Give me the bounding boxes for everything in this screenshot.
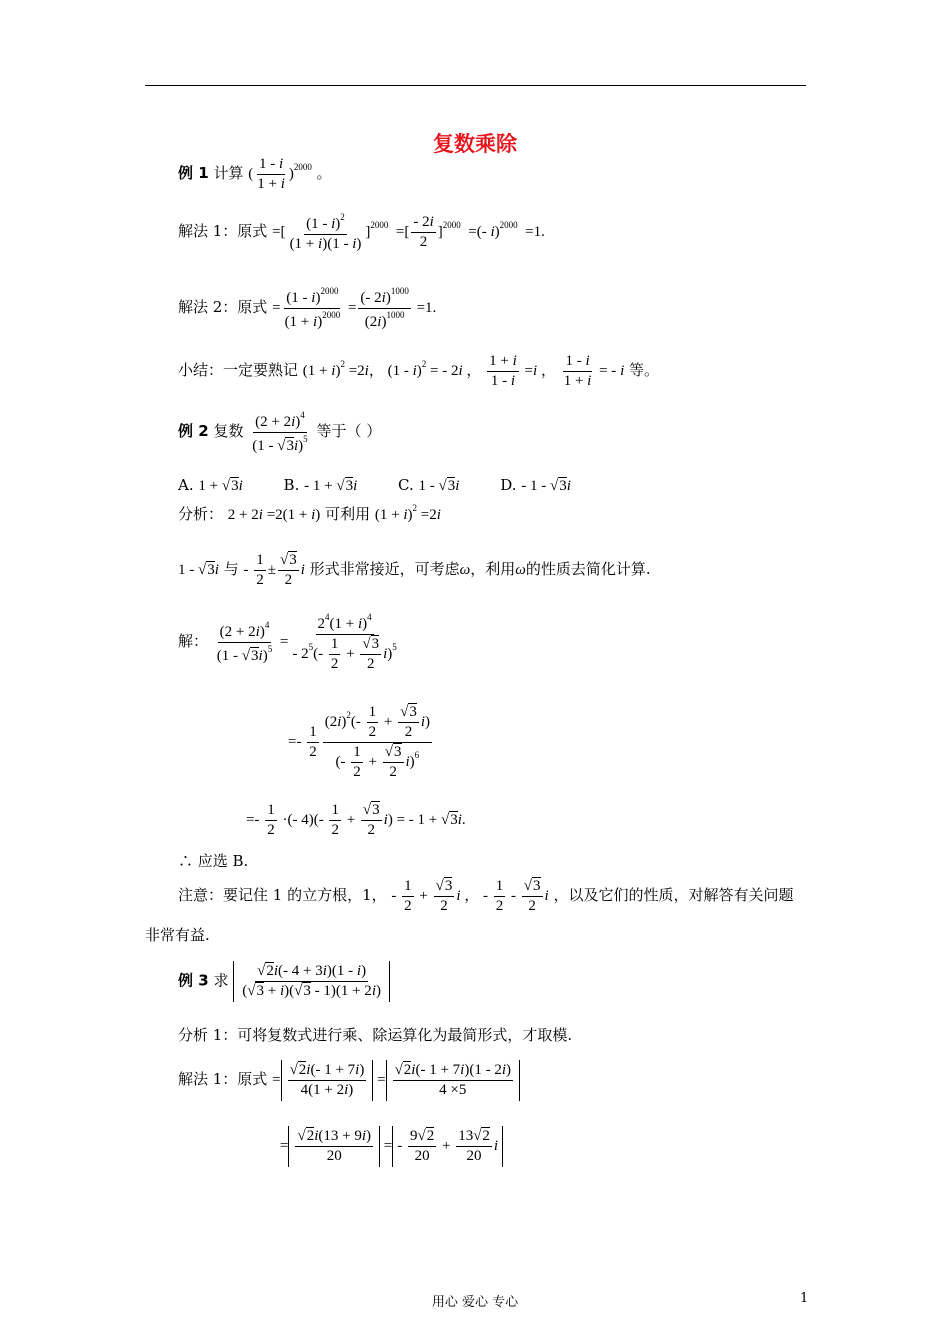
math-expr: 1 - √3i [178,561,219,578]
math-expr: = $\frac{(1 - i)^{2000}}{(1 + i)^{2000}}$ = $\frac{(- 2i)^{1000}}{(2i)^{1000}}$ =1. [272,286,437,330]
solution-1-label: 解法 1：原式 [178,1069,268,1088]
example-2-choice: ∴ 应选 B. [178,852,249,870]
page-number: 1 [800,1291,809,1306]
math-expr: =- $\frac{1}{2}$ $(2i)^2(-$ $\frac{1}{2}$ + $\frac{√3}{2}$ i) (- $\frac{1}{2}$ + $\frac{√3}{2}$ i)$^6$ [288,704,431,780]
text-fragment: ，以及它们的性质，对解答有关问题 [553,885,794,904]
option-b-value: - 1 + √3i [304,478,358,494]
math-expr: $(1 + i)^2 =2i$， (1 - i)$^2$ = - 2i ， $\frac{1 + i}{1 - i}$ =i ， $\frac{1 - i}{1 + i}$ = - i [302,353,625,389]
option-d-label: D. [500,476,517,494]
analysis-mid: 可利用 [325,505,371,523]
example-2-note-cont: 非常有益. [145,926,210,944]
math-expr: 2 + 2i =2(1 + i) [227,507,321,523]
example-1-text: 计算 [213,163,244,182]
solution-1-label: 解法 1：原式 [178,221,268,240]
solution-2-label: 解法 2：原式 [178,297,268,316]
example-1-summary [178,353,659,390]
option-a-label: A. [178,476,194,494]
math-expr: = $\frac{√2i(- 1 + 7i)}{4(1 + 2i)}$ = $\frac{√2i(- 1 + 7i)(1 - 2i)}{4 \times 5}$ [272,1072,520,1088]
option-c-label: C. [398,476,414,494]
example-3-text: 求 [213,971,229,990]
example-2-solution [178,612,401,673]
example-2-note [178,878,793,915]
example-3-solution-1 [178,1060,520,1101]
option-a-value: 1 + √3i [198,478,243,494]
math-expr: = $\frac{√2i(13 + 9i)}{20}$ = - $\frac{9√2}{20}$ + $\frac{13√2}{20}$ i [280,1138,503,1154]
example-2-label: 例 2 [178,421,209,440]
solution-label: 解： [178,631,209,650]
text-fragment: 形式非常接近，可考虑 [309,559,460,578]
example-3-analysis: 分析 1：可将复数式进行乘、除运算化为最简形式，才取模. [178,1026,573,1044]
example-2-analysis [178,503,441,524]
example-2-options [178,476,571,495]
example-2-analysis-line-2: 1 - √3i 与 - $\frac{1}{2}$ ± $\frac{√3}{2}$ i 形式非常接近，可考虑ω，利用ω的性质去简化计算. [178,552,651,588]
footer-text: 用心 爱心 专心 [431,1295,519,1310]
example-2-equals: 等于（ ） [316,421,382,440]
example-1-label: 例 1 [178,163,209,182]
example-2-statement [178,410,381,455]
example-3-statement [178,961,390,1002]
header-rule [145,85,806,86]
text-fragment: ，利用 [470,559,516,578]
math-expr: - $\frac{1}{2}$ ± $\frac{√3}{2}$ i [243,552,305,588]
math-expr: =[ $\frac{(1 - i)^2}{(1 + i)(1 - i)}$ ]$^{2000}$ =[ $\frac{- 2i}{2}$ ]$^{2000}$ =(- i)$^{2000}$ =1. [272,212,545,252]
math-expr: =- $\frac{1}{2}$ ·(- 4)(- $\frac{1}{2}$ + $\frac{√3}{2}$ i) = - 1 + √3i. [246,802,466,838]
option-b-label: B. [283,476,300,494]
page-title: 复数乘除 [433,132,517,156]
example-1-statement [178,156,332,193]
math-expr: - $\frac{1}{2}$ + $\frac{√3}{2}$ i ， - $\frac{1}{2}$ - $\frac{√3}{2}$ i [391,878,549,914]
math-expr: $\frac{√2i(- 4 + 3i)(1 - i)}{(√3 + i)(√3 - 1)(1 + 2i)}$ [233,961,390,1002]
option-c-value: 1 - √3i [418,478,460,494]
example-3-label: 例 3 [178,971,209,990]
example-1-solution-2 [178,286,436,331]
example-1-solution-1 [178,212,545,253]
math-expr: ( $\frac{1 - i}{1 + i}$ )$^{2000}$ [248,156,312,192]
example-3-solution-step-2 [280,1126,503,1167]
example-1-end: 。 [316,163,332,182]
example-2-text: 复数 [213,421,244,440]
text-fragment: 的性质去简化计算. [525,559,651,578]
text-fragment: 注意：要记住 1 的立方根，1， [178,885,387,904]
math-expr: $\frac{(2 + 2i)^4}{(1 - √3i)^5}$ = $2^4(1 + i)^4$ - $2^5(-$ $\frac{1}{2}$ + $\frac{√3}{2}$ i)$^5$ [216,612,397,672]
summary-label: 小结：一定要熟记 [178,360,299,379]
summary-end: 等。 [629,360,660,379]
option-d-value: - 1 - √3i [521,478,571,494]
example-2-solution-step-2 [288,704,434,781]
math-expr: $(1 + i)^2 =2i$ [374,503,441,523]
example-2-solution-step-3 [246,802,466,839]
analysis-label: 分析： [178,505,224,523]
text-fragment: 与 [223,559,239,578]
math-expr: $\frac{(2 + 2i)^4}{(1 - √3i)^5}$ [252,410,308,454]
